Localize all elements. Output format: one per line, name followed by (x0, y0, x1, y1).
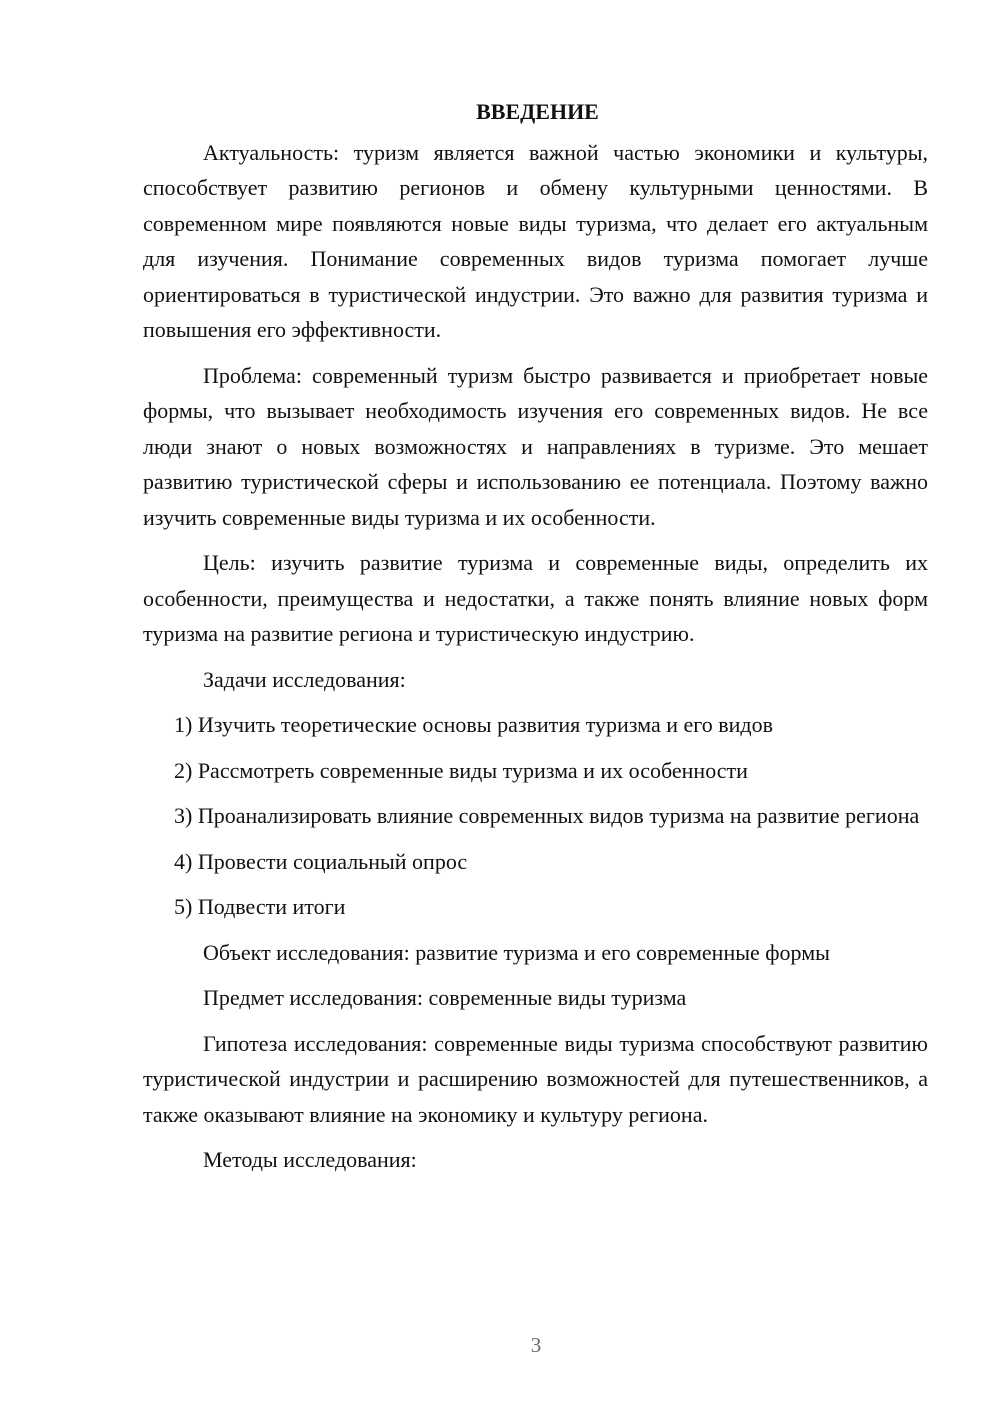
research-object: Объект исследования: развитие туризма и его современные формы (203, 939, 830, 965)
tasks-heading: Задачи исследования: (203, 666, 406, 692)
goal-paragraph: Цель: изучить развитие туризма и современные виды, определить их особенности, преимущества и недостатки, а также понять влияние новых форм туризма на развитие региона и туристическую индустрию. (143, 550, 928, 646)
page-title: ВВЕДЕНИЕ (476, 99, 599, 124)
task-item-5: 5) Подвести итоги (174, 894, 346, 919)
page-number: 3 (530, 1333, 542, 1357)
task-item-1: 1) Изучить теоретические основы развития туризма и его видов (174, 712, 773, 737)
document-body (143, 94, 928, 1188)
problem-paragraph: Проблема: современный туризм быстро развивается и приобретает новые формы, что вызывает необходимость изучения его современных видов. Не все люди знают о новых возможностях и направлениях в туризме. Это мешает развитию туристической сферы и использованию ее потенциала. Поэтому важно изучить современные виды туризма и их особенности. (143, 362, 928, 530)
task-item-4: 4) Провести социальный опрос (174, 848, 468, 874)
task-item-2: 2) Рассмотреть современные виды туризма и их особенности (174, 757, 748, 783)
methods-heading: Методы исследования: (203, 1147, 417, 1172)
research-hypothesis: Гипотеза исследования: современные виды туризма способствуют развитию туристической индустрии и расширению возможностей для путешественников, а также оказывают влияние на экономику и культуру региона. (143, 1030, 928, 1127)
task-item-3: 3) Проанализировать влияние современных видов туризма на развитие региона (174, 803, 920, 828)
relevance-paragraph: Актуальность: туризм является важной частью экономики и культуры, способствует развитию регионов и обмену культурными ценностями. В современном мире появляются новые виды туризма, что делает его актуальным для изучения. Понимание современных видов туризма помогает лучше ориентироваться в туристической индустрии. Это важно для развития туризма и повышения его эффективности. (143, 139, 928, 342)
research-subject: Предмет исследования: современные виды туризма (203, 985, 687, 1010)
